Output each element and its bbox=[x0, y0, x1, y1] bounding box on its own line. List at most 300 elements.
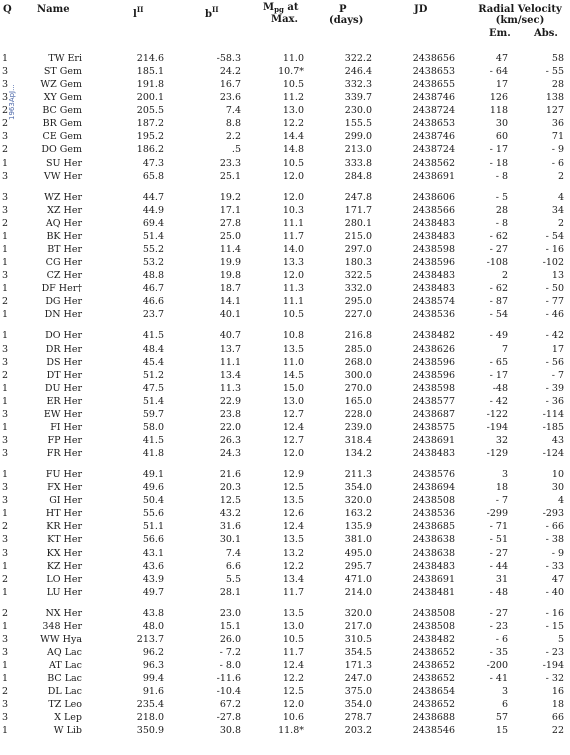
table-row bbox=[0, 561, 570, 573]
l-cell: 218.0 bbox=[136, 712, 164, 724]
jd-cell: 2438575 bbox=[412, 421, 455, 433]
table-row bbox=[0, 357, 570, 369]
rv-abs-cell: - 15 bbox=[545, 620, 564, 632]
b-cell: .5 bbox=[231, 144, 241, 156]
name-cell: DR Her bbox=[45, 343, 82, 355]
period-cell: 217.0 bbox=[344, 620, 372, 632]
b-cell: 23.6 bbox=[219, 92, 241, 104]
mpg-cell: 14.0 bbox=[282, 243, 304, 255]
table-row bbox=[0, 218, 570, 230]
rv-abs-cell: - 66 bbox=[545, 521, 564, 533]
l-cell: 23.7 bbox=[142, 309, 164, 321]
rv-em-cell: -48 bbox=[492, 382, 508, 394]
name-cell: WZ Gem bbox=[40, 79, 82, 91]
rv-em-cell: - 44 bbox=[489, 560, 508, 572]
rv-em-cell: - 5 bbox=[495, 191, 508, 203]
name-cell: KT Her bbox=[47, 534, 82, 546]
table-row bbox=[0, 53, 570, 65]
rv-abs-cell: - 16 bbox=[545, 607, 564, 619]
name-cell: TW Eri bbox=[48, 53, 82, 64]
rv-em-cell: 3 bbox=[501, 469, 508, 481]
q-cell: 3 bbox=[2, 191, 9, 203]
l-cell: 51.4 bbox=[142, 230, 164, 242]
period-cell: 246.4 bbox=[344, 66, 372, 78]
rv-abs-cell: 71 bbox=[551, 131, 564, 143]
name-cell: LO Her bbox=[46, 573, 82, 585]
period-cell: 297.0 bbox=[344, 243, 372, 255]
rv-em-cell: - 17 bbox=[489, 369, 508, 381]
mpg-cell: 10.5 bbox=[282, 79, 304, 91]
jd-cell: 2438574 bbox=[412, 296, 455, 308]
jd-cell: 2438536 bbox=[412, 309, 455, 321]
q-cell: 2 bbox=[2, 105, 9, 117]
period-cell: 318.4 bbox=[344, 434, 372, 446]
rv-em-cell: -299 bbox=[486, 508, 508, 520]
l-cell: 53.2 bbox=[142, 257, 164, 268]
jd-cell: 2438691 bbox=[412, 434, 455, 446]
q-cell: 2 bbox=[2, 686, 9, 698]
mpg-cell: 13.2 bbox=[282, 547, 304, 559]
l-cell: 99.4 bbox=[142, 673, 164, 685]
table-row bbox=[0, 171, 570, 183]
b-cell: 7.4 bbox=[225, 105, 241, 117]
name-cell: FX Her bbox=[47, 482, 82, 494]
name-cell: DT Her bbox=[46, 369, 82, 381]
period-cell: 322.5 bbox=[344, 270, 372, 282]
name-cell: BC Lac bbox=[47, 673, 82, 685]
mpg-cell: 10.5 bbox=[282, 157, 304, 169]
b-cell: 21.6 bbox=[219, 469, 241, 481]
rv-em-cell: - 51 bbox=[489, 534, 508, 546]
mpg-cell: 10.7* bbox=[278, 66, 304, 78]
q-cell: 1 bbox=[2, 660, 9, 671]
rv-abs-cell: - 46 bbox=[545, 309, 564, 321]
table-row bbox=[0, 131, 570, 143]
b-cell: 2.2 bbox=[225, 131, 241, 143]
l-cell: 45.4 bbox=[142, 356, 164, 368]
rv-abs-cell: - 7 bbox=[551, 369, 564, 381]
period-cell: 322.2 bbox=[344, 53, 372, 64]
jd-cell: 2438687 bbox=[412, 408, 455, 420]
table-row bbox=[0, 296, 570, 308]
mpg-cell: 12.0 bbox=[282, 447, 304, 459]
name-cell: ER Her bbox=[46, 395, 82, 407]
q-cell: 1 bbox=[2, 469, 9, 481]
q-cell: 1 bbox=[2, 283, 9, 295]
q-cell: 1 bbox=[2, 257, 9, 268]
q-cell: 1 bbox=[2, 382, 9, 394]
mpg-cell: 11.7 bbox=[282, 230, 304, 242]
name-cell: FU Her bbox=[45, 469, 82, 481]
rv-em-cell: - 27 bbox=[489, 243, 508, 255]
b-cell: -27.8 bbox=[216, 712, 241, 724]
b-cell: 13.4 bbox=[219, 369, 241, 381]
l-cell: 195.2 bbox=[136, 131, 164, 143]
l-cell: 185.1 bbox=[136, 66, 164, 78]
period-cell: 310.5 bbox=[344, 633, 372, 645]
q-cell: 3 bbox=[2, 547, 9, 559]
jd-cell: 2438655 bbox=[412, 79, 455, 91]
rv-abs-cell: 127 bbox=[545, 105, 564, 117]
table-row bbox=[0, 534, 570, 546]
rv-abs-cell: 10 bbox=[551, 469, 564, 481]
name-cell: LU Her bbox=[46, 586, 82, 598]
period-cell: 284.8 bbox=[344, 170, 372, 182]
period-cell: 171.3 bbox=[344, 660, 372, 671]
rv-abs-cell: - 40 bbox=[545, 586, 564, 598]
l-cell: 49.6 bbox=[142, 482, 164, 494]
b-cell: 5.5 bbox=[225, 573, 241, 585]
l-cell: 46.6 bbox=[142, 296, 164, 308]
jd-cell: 2438546 bbox=[412, 725, 455, 737]
name-cell: X Lep bbox=[54, 712, 82, 724]
rv-abs-cell: 36 bbox=[551, 118, 564, 130]
name-cell: BR Gem bbox=[42, 118, 82, 130]
b-cell: 43.2 bbox=[219, 508, 241, 520]
name-cell: WZ Her bbox=[44, 191, 82, 203]
rv-em-cell: 6 bbox=[501, 699, 508, 711]
b-cell: 22.9 bbox=[219, 395, 241, 407]
b-cell: 30.1 bbox=[219, 534, 241, 546]
mpg-cell: 13.0 bbox=[282, 105, 304, 117]
rv-abs-cell: 4 bbox=[557, 191, 564, 203]
rv-em-cell: - 62 bbox=[489, 283, 508, 295]
table-row bbox=[0, 587, 570, 599]
rv-em-cell: 3 bbox=[501, 686, 508, 698]
q-cell: 1 bbox=[2, 230, 9, 242]
name-cell: AQ Lac bbox=[47, 647, 82, 658]
period-cell: 295.7 bbox=[344, 560, 372, 572]
b-cell: 15.1 bbox=[219, 620, 241, 632]
rv-abs-cell: 47 bbox=[551, 573, 564, 585]
b-cell: 25.1 bbox=[219, 170, 241, 182]
q-cell: 2 bbox=[2, 607, 9, 619]
l-cell: 91.6 bbox=[142, 686, 164, 698]
table-row bbox=[0, 574, 570, 586]
rv-em-cell: - 65 bbox=[489, 356, 508, 368]
mpg-cell: 10.5 bbox=[282, 633, 304, 645]
mpg-cell: 13.0 bbox=[282, 620, 304, 632]
rv-abs-cell: 2 bbox=[557, 217, 564, 229]
q-cell: 3 bbox=[2, 712, 9, 724]
header-b: $b^{II}$ bbox=[205, 5, 219, 20]
jd-cell: 2438652 bbox=[412, 660, 455, 671]
period-cell: 165.0 bbox=[344, 395, 372, 407]
rv-abs-cell: 5 bbox=[557, 633, 564, 645]
period-cell: 339.7 bbox=[344, 92, 372, 104]
rv-em-cell: - 27 bbox=[489, 547, 508, 559]
rv-em-cell: - 23 bbox=[489, 620, 508, 632]
l-cell: 47.5 bbox=[142, 382, 164, 394]
rv-abs-cell: 43 bbox=[551, 434, 564, 446]
table-row bbox=[0, 257, 570, 269]
b-cell: 25.0 bbox=[219, 230, 241, 242]
b-cell: 12.5 bbox=[219, 495, 241, 507]
rv-em-cell: 2 bbox=[501, 270, 508, 282]
mpg-cell: 11.2 bbox=[282, 92, 304, 104]
q-cell: 2 bbox=[2, 296, 9, 308]
name-cell: DN Her bbox=[44, 309, 82, 321]
q-cell: 3 bbox=[2, 647, 9, 658]
period-cell: 354.0 bbox=[344, 699, 372, 711]
rv-em-cell: 32 bbox=[495, 434, 508, 446]
l-cell: 205.5 bbox=[136, 105, 164, 117]
name-cell: KR Her bbox=[46, 521, 82, 533]
name-cell: VW Her bbox=[43, 170, 82, 182]
l-cell: 49.7 bbox=[142, 586, 164, 598]
jd-cell: 2438652 bbox=[412, 647, 455, 658]
name-cell: SU Her bbox=[46, 157, 82, 169]
table-row bbox=[0, 270, 570, 282]
l-cell: 41.5 bbox=[142, 330, 164, 342]
table-row bbox=[0, 435, 570, 447]
rv-em-cell: - 64 bbox=[489, 66, 508, 78]
mpg-cell: 12.4 bbox=[282, 660, 304, 671]
mpg-cell: 11.7 bbox=[282, 647, 304, 658]
jd-cell: 2438596 bbox=[412, 356, 455, 368]
rv-em-cell: -122 bbox=[486, 408, 508, 420]
table-row bbox=[0, 469, 570, 481]
b-cell: 6.6 bbox=[225, 560, 241, 572]
period-cell: 247.8 bbox=[344, 191, 372, 203]
name-cell: EW Her bbox=[43, 408, 82, 420]
period-cell: 285.0 bbox=[344, 343, 372, 355]
table-row bbox=[0, 712, 570, 724]
q-cell: 3 bbox=[2, 534, 9, 546]
b-cell: 24.3 bbox=[219, 447, 241, 459]
rv-em-cell: -129 bbox=[486, 447, 508, 459]
l-cell: 55.6 bbox=[142, 508, 164, 520]
mpg-cell: 12.0 bbox=[282, 270, 304, 282]
rv-em-cell: - 49 bbox=[489, 330, 508, 342]
jd-cell: 2438691 bbox=[412, 573, 455, 585]
jd-cell: 2438596 bbox=[412, 257, 455, 268]
q-cell: 3 bbox=[2, 495, 9, 507]
mpg-cell: 10.3 bbox=[282, 204, 304, 216]
period-cell: 375.0 bbox=[344, 686, 372, 698]
mpg-cell: 14.8 bbox=[282, 144, 304, 156]
rv-em-cell: 118 bbox=[489, 105, 508, 117]
table-row bbox=[0, 699, 570, 711]
period-cell: 135.9 bbox=[344, 521, 372, 533]
name-cell: FR Her bbox=[46, 447, 82, 459]
rv-abs-cell: - 54 bbox=[545, 230, 564, 242]
l-cell: 235.4 bbox=[136, 699, 164, 711]
b-cell: 19.8 bbox=[219, 270, 241, 282]
q-cell: 1 bbox=[2, 421, 9, 433]
l-cell: 51.4 bbox=[142, 395, 164, 407]
jd-cell: 2438653 bbox=[412, 118, 455, 130]
jd-cell: 2438576 bbox=[412, 469, 455, 481]
rv-em-cell: - 35 bbox=[489, 647, 508, 658]
rv-em-cell: 47 bbox=[495, 53, 508, 64]
l-cell: 43.1 bbox=[142, 547, 164, 559]
table-row bbox=[0, 92, 570, 104]
q-cell: 1 bbox=[2, 673, 9, 685]
rv-abs-cell: 13 bbox=[551, 270, 564, 282]
rv-em-cell: 7 bbox=[501, 343, 508, 355]
jd-cell: 2438638 bbox=[412, 547, 455, 559]
jd-cell: 2438606 bbox=[412, 191, 455, 203]
mpg-cell: 12.0 bbox=[282, 699, 304, 711]
l-cell: 191.8 bbox=[136, 79, 164, 91]
jd-cell: 2438483 bbox=[412, 217, 455, 229]
b-cell: 16.7 bbox=[219, 79, 241, 91]
l-cell: 59.7 bbox=[142, 408, 164, 420]
mpg-cell: 10.6 bbox=[282, 712, 304, 724]
b-cell: 11.3 bbox=[219, 382, 241, 394]
b-cell: 8.8 bbox=[225, 118, 241, 130]
q-cell: 3 bbox=[2, 170, 9, 182]
l-cell: 43.9 bbox=[142, 573, 164, 585]
period-cell: 295.0 bbox=[344, 296, 372, 308]
q-cell: 3 bbox=[2, 408, 9, 420]
name-cell: XZ Her bbox=[47, 204, 82, 216]
rv-abs-cell: 22 bbox=[551, 725, 564, 737]
q-cell: 3 bbox=[2, 434, 9, 446]
mpg-cell: 13.5 bbox=[282, 343, 304, 355]
table-row bbox=[0, 686, 570, 698]
period-cell: 300.0 bbox=[344, 369, 372, 381]
header-rv-unit: (km/sec) bbox=[495, 15, 545, 26]
rv-abs-cell: -124 bbox=[542, 447, 564, 459]
table-row bbox=[0, 309, 570, 321]
mpg-cell: 11.0 bbox=[282, 53, 304, 64]
period-cell: 213.0 bbox=[344, 144, 372, 156]
table-row bbox=[0, 396, 570, 408]
q-cell: 1 bbox=[2, 53, 9, 64]
rv-abs-cell: - 42 bbox=[545, 330, 564, 342]
b-cell: 7.4 bbox=[225, 547, 241, 559]
period-cell: 354.0 bbox=[344, 482, 372, 494]
l-cell: 51.1 bbox=[142, 521, 164, 533]
table-row bbox=[0, 79, 570, 91]
mpg-cell: 12.5 bbox=[282, 482, 304, 494]
q-cell: 2 bbox=[2, 369, 9, 381]
rv-abs-cell: - 39 bbox=[545, 382, 564, 394]
period-cell: 171.7 bbox=[344, 204, 372, 216]
header-q: Q bbox=[3, 4, 12, 15]
b-cell: 11.1 bbox=[219, 356, 241, 368]
b-cell: 27.8 bbox=[219, 217, 241, 229]
period-cell: 215.0 bbox=[344, 230, 372, 242]
q-cell: 3 bbox=[2, 633, 9, 645]
b-cell: 30.8 bbox=[219, 725, 241, 737]
mpg-cell: 12.7 bbox=[282, 408, 304, 420]
b-cell: -11.6 bbox=[216, 673, 241, 685]
l-cell: 350.9 bbox=[136, 725, 164, 737]
period-cell: 495.0 bbox=[344, 547, 372, 559]
rv-abs-cell: -185 bbox=[542, 421, 564, 433]
q-cell: 1 bbox=[2, 620, 9, 632]
l-cell: 43.6 bbox=[142, 560, 164, 572]
l-cell: 187.2 bbox=[136, 118, 164, 130]
jd-cell: 2438598 bbox=[412, 382, 455, 394]
mpg-cell: 12.2 bbox=[282, 560, 304, 572]
jd-cell: 2438566 bbox=[412, 204, 455, 216]
l-cell: 56.6 bbox=[142, 534, 164, 546]
rv-abs-cell: - 33 bbox=[545, 560, 564, 572]
b-cell: 31.6 bbox=[219, 521, 241, 533]
l-cell: 55.2 bbox=[142, 243, 164, 255]
l-cell: 49.1 bbox=[142, 469, 164, 481]
rv-em-cell: - 7 bbox=[495, 495, 508, 507]
mpg-cell: 12.0 bbox=[282, 170, 304, 182]
name-cell: 348 Her bbox=[42, 620, 82, 632]
name-cell: ST Gem bbox=[43, 66, 82, 78]
b-cell: 24.2 bbox=[219, 66, 241, 78]
mpg-cell: 13.3 bbox=[282, 257, 304, 268]
rv-abs-cell: 58 bbox=[551, 53, 564, 64]
l-cell: 41.8 bbox=[142, 447, 164, 459]
b-cell: 22.0 bbox=[219, 421, 241, 433]
jd-cell: 2438483 bbox=[412, 230, 455, 242]
header-p-unit: (days) bbox=[329, 15, 364, 26]
rv-em-cell: 18 bbox=[495, 482, 508, 494]
header-name: Name bbox=[37, 4, 70, 15]
jd-cell: 2438483 bbox=[412, 447, 455, 459]
q-cell: 1 bbox=[2, 560, 9, 572]
q-cell: 3 bbox=[2, 343, 9, 355]
rv-abs-cell: 4 bbox=[557, 495, 564, 507]
jd-cell: 2438483 bbox=[412, 283, 455, 295]
name-cell: DL Lac bbox=[47, 686, 82, 698]
rv-abs-cell: - 38 bbox=[545, 534, 564, 546]
mpg-cell: 11.0 bbox=[282, 356, 304, 368]
rv-abs-cell: 18 bbox=[551, 699, 564, 711]
mpg-cell: 12.0 bbox=[282, 191, 304, 203]
jd-cell: 2438508 bbox=[412, 607, 455, 619]
q-cell: 3 bbox=[2, 270, 9, 282]
table-row bbox=[0, 548, 570, 560]
mpg-cell: 14.5 bbox=[282, 369, 304, 381]
rv-abs-cell: 66 bbox=[551, 712, 564, 724]
q-cell: 3 bbox=[2, 204, 9, 216]
table-row bbox=[0, 608, 570, 620]
name-cell: WW Hya bbox=[40, 633, 82, 645]
rv-em-cell: - 8 bbox=[495, 170, 508, 182]
q-cell: 1 bbox=[2, 586, 9, 598]
name-cell: NX Her bbox=[45, 607, 82, 619]
rv-em-cell: 60 bbox=[495, 131, 508, 143]
q-cell: 1 bbox=[2, 243, 9, 255]
jd-cell: 2438638 bbox=[412, 534, 455, 546]
table-row bbox=[0, 508, 570, 520]
period-cell: 332.0 bbox=[344, 283, 372, 295]
l-cell: 96.2 bbox=[142, 647, 164, 658]
rv-abs-cell: 30 bbox=[551, 482, 564, 494]
jd-cell: 2438596 bbox=[412, 369, 455, 381]
q-cell: 2 bbox=[2, 217, 9, 229]
jd-cell: 2438483 bbox=[412, 560, 455, 572]
rv-em-cell: 28 bbox=[495, 204, 508, 216]
table-row bbox=[0, 344, 570, 356]
rv-abs-cell: 2 bbox=[557, 170, 564, 182]
name-cell: GI Her bbox=[49, 495, 82, 507]
period-cell: 214.0 bbox=[344, 586, 372, 598]
name-cell: AQ Her bbox=[45, 217, 82, 229]
table-row bbox=[0, 409, 570, 421]
rv-abs-cell: 16 bbox=[551, 686, 564, 698]
mpg-cell: 13.5 bbox=[282, 534, 304, 546]
b-cell: 11.4 bbox=[219, 243, 241, 255]
rv-em-cell: - 71 bbox=[489, 521, 508, 533]
mpg-cell: 13.5 bbox=[282, 607, 304, 619]
q-cell: 1 bbox=[2, 508, 9, 520]
jd-cell: 2438652 bbox=[412, 673, 455, 685]
period-cell: 163.2 bbox=[344, 508, 372, 520]
period-cell: 381.0 bbox=[344, 534, 372, 546]
